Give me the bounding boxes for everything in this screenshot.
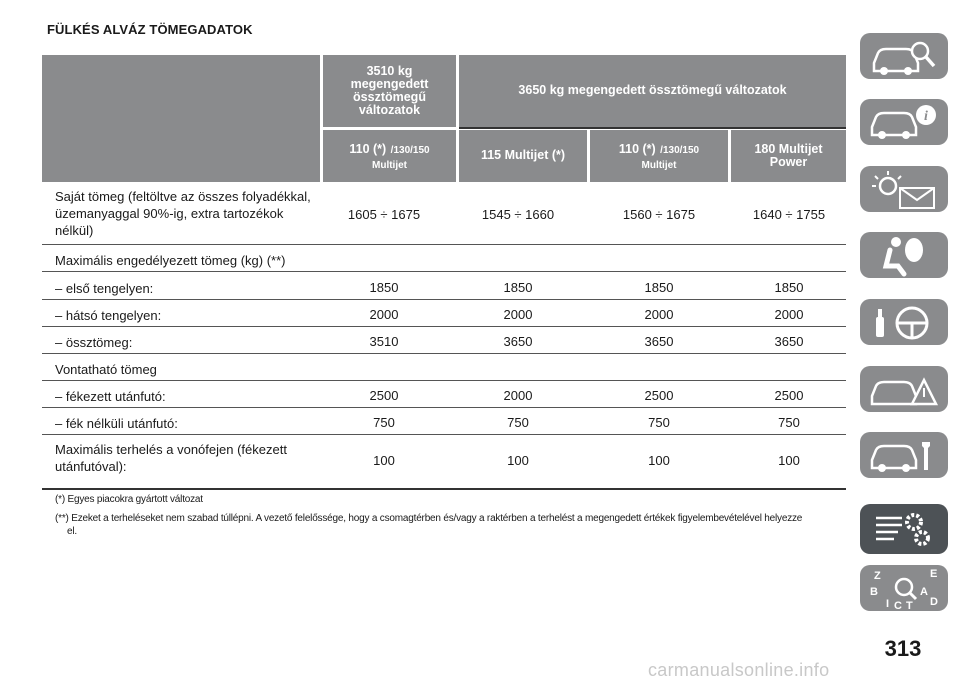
row-divider	[42, 244, 846, 245]
row-value: 1605 ÷ 1675	[347, 207, 421, 222]
steering-wheel-key-icon	[860, 299, 948, 345]
sidebar-tab-emergency[interactable]	[860, 366, 948, 412]
header-label-cell	[42, 55, 320, 182]
row-value: 2000	[369, 307, 399, 322]
header-col-2	[459, 130, 587, 182]
table-bottom-rule	[42, 488, 846, 490]
table-row	[42, 332, 846, 352]
row-value: 3510	[369, 334, 399, 349]
row-divider	[42, 434, 846, 435]
row-label: – fék nélküli utánfutó:	[55, 416, 178, 431]
row-value: 750	[648, 415, 670, 430]
col1-main: 110 (*)	[349, 141, 387, 156]
row-value: 1850	[644, 280, 674, 295]
row-divider	[42, 271, 846, 272]
row-divider	[42, 353, 846, 354]
watermark-text: carmanualsonline.info	[648, 660, 830, 680]
table-row	[42, 278, 846, 298]
row-value: 2500	[644, 388, 674, 403]
col1-suffix: /130/150	[390, 144, 430, 156]
technical-data-icon	[860, 504, 948, 554]
row-value: 1560 ÷ 1675	[622, 207, 696, 222]
sidebar-tab-warning-lights[interactable]	[860, 166, 948, 212]
col3-main: 110 (*)	[618, 141, 656, 156]
row-label: Vontatható tömeg	[55, 362, 157, 377]
row-value: 750	[507, 415, 529, 430]
row-value: 1545 ÷ 1660	[481, 207, 555, 222]
row-divider	[42, 380, 846, 381]
col3-sub: Multijet	[641, 159, 677, 171]
svg-text:A: A	[920, 586, 928, 598]
footnote: (**) Ezeket a terheléseket nem szabad túllépni. A vezető felelőssége, hogy a csomagtérben és/vagy a raktérben a terhelést a megengedett értékek figyelembevételével helyezze el.	[55, 513, 803, 537]
table-row	[42, 305, 846, 325]
row-divider	[42, 299, 846, 300]
svg-text:B: B	[870, 586, 878, 598]
row-value: 3650	[503, 334, 533, 349]
footnote: (*) Egyes piacokra gyártott változat	[55, 494, 203, 505]
car-wrench-icon	[860, 432, 948, 478]
row-value: 2000	[503, 307, 533, 322]
sidebar-tab-technical-data[interactable]	[860, 504, 948, 554]
row-value: 1850	[369, 280, 399, 295]
svg-text:E: E	[930, 568, 938, 580]
row-value: 2000	[774, 307, 804, 322]
row-value: 100	[373, 453, 395, 468]
svg-text:I: I	[886, 598, 890, 610]
sidebar-tab-safety[interactable]	[860, 232, 948, 278]
sidebar-tab-starting-driving[interactable]	[860, 299, 948, 345]
header-col-3	[590, 130, 728, 182]
row-value: 2500	[369, 388, 399, 403]
row-value: 1850	[774, 280, 804, 295]
car-search-icon	[860, 33, 948, 79]
svg-text:i: i	[924, 109, 928, 124]
table-row	[42, 359, 846, 379]
row-label: – első tengelyen:	[55, 281, 154, 296]
row-divider	[42, 326, 846, 327]
header-col-1	[323, 130, 456, 182]
col3-suffix: /130/150	[660, 144, 700, 156]
header-group-3510-text: 3510 kg megengedett össztömegű változatok	[350, 63, 429, 118]
row-value: 2500	[774, 388, 804, 403]
sidebar-tab-car-info[interactable]	[860, 99, 948, 145]
row-divider	[42, 407, 846, 408]
page-title: FÜLKÉS ALVÁZ TÖMEGADATOK	[47, 22, 253, 37]
row-label: Saját tömeg (feltöltve az összes folyadékkal, üzemanyaggal 90%-ig, extra tartozékok nélkül)	[55, 189, 311, 238]
col4-label: 180 Multijet Power	[754, 141, 823, 169]
page-number: 313	[884, 636, 922, 661]
svg-text:D: D	[930, 596, 938, 608]
table-row	[42, 440, 846, 484]
col2-label: 115 Multijet (*)	[480, 148, 566, 163]
sidebar-tab-index[interactable]	[860, 565, 948, 611]
row-value: 100	[648, 453, 670, 468]
row-value: 2000	[644, 307, 674, 322]
sidebar-tab-car-search[interactable]	[860, 33, 948, 79]
row-label: – hátsó tengelyen:	[55, 308, 162, 323]
row-value: 3650	[644, 334, 674, 349]
svg-text:Z: Z	[874, 570, 881, 582]
header-group-3650	[459, 55, 846, 127]
row-label: Maximális terhelés a vonófejen (fékezett utánfutóval):	[55, 442, 287, 474]
row-value: 1850	[503, 280, 533, 295]
row-value: 750	[373, 415, 395, 430]
row-value: 750	[778, 415, 800, 430]
airbag-passenger-icon	[860, 232, 948, 278]
car-warning-triangle-icon	[860, 366, 948, 412]
table-row	[42, 386, 846, 406]
row-value: 3650	[774, 334, 804, 349]
header-group-3650-text: 3650 kg megengedett össztömegű változatok	[518, 83, 787, 98]
col1-sub: Multijet	[372, 159, 407, 171]
sidebar-tab-maintenance[interactable]	[860, 432, 948, 478]
row-value: 2000	[503, 388, 533, 403]
header-divider	[459, 127, 846, 129]
header-col-4	[731, 130, 846, 182]
row-label: – fékezett utánfutó:	[55, 389, 166, 404]
svg-text:T: T	[906, 600, 913, 611]
table-row	[42, 186, 846, 242]
alphabetical-index-icon	[860, 565, 948, 611]
table-row	[42, 413, 846, 433]
row-label: – össztömeg:	[55, 335, 133, 350]
header-group-3510	[323, 55, 456, 127]
car-info-icon	[860, 99, 948, 145]
row-value: 100	[778, 453, 800, 468]
row-value: 1640 ÷ 1755	[752, 207, 826, 222]
row-label: Maximális engedélyezett tömeg (kg) (**)	[55, 253, 286, 268]
svg-text:C: C	[894, 600, 902, 611]
warning-light-message-icon	[860, 166, 948, 212]
table-row	[42, 250, 846, 270]
row-value: 100	[507, 453, 529, 468]
